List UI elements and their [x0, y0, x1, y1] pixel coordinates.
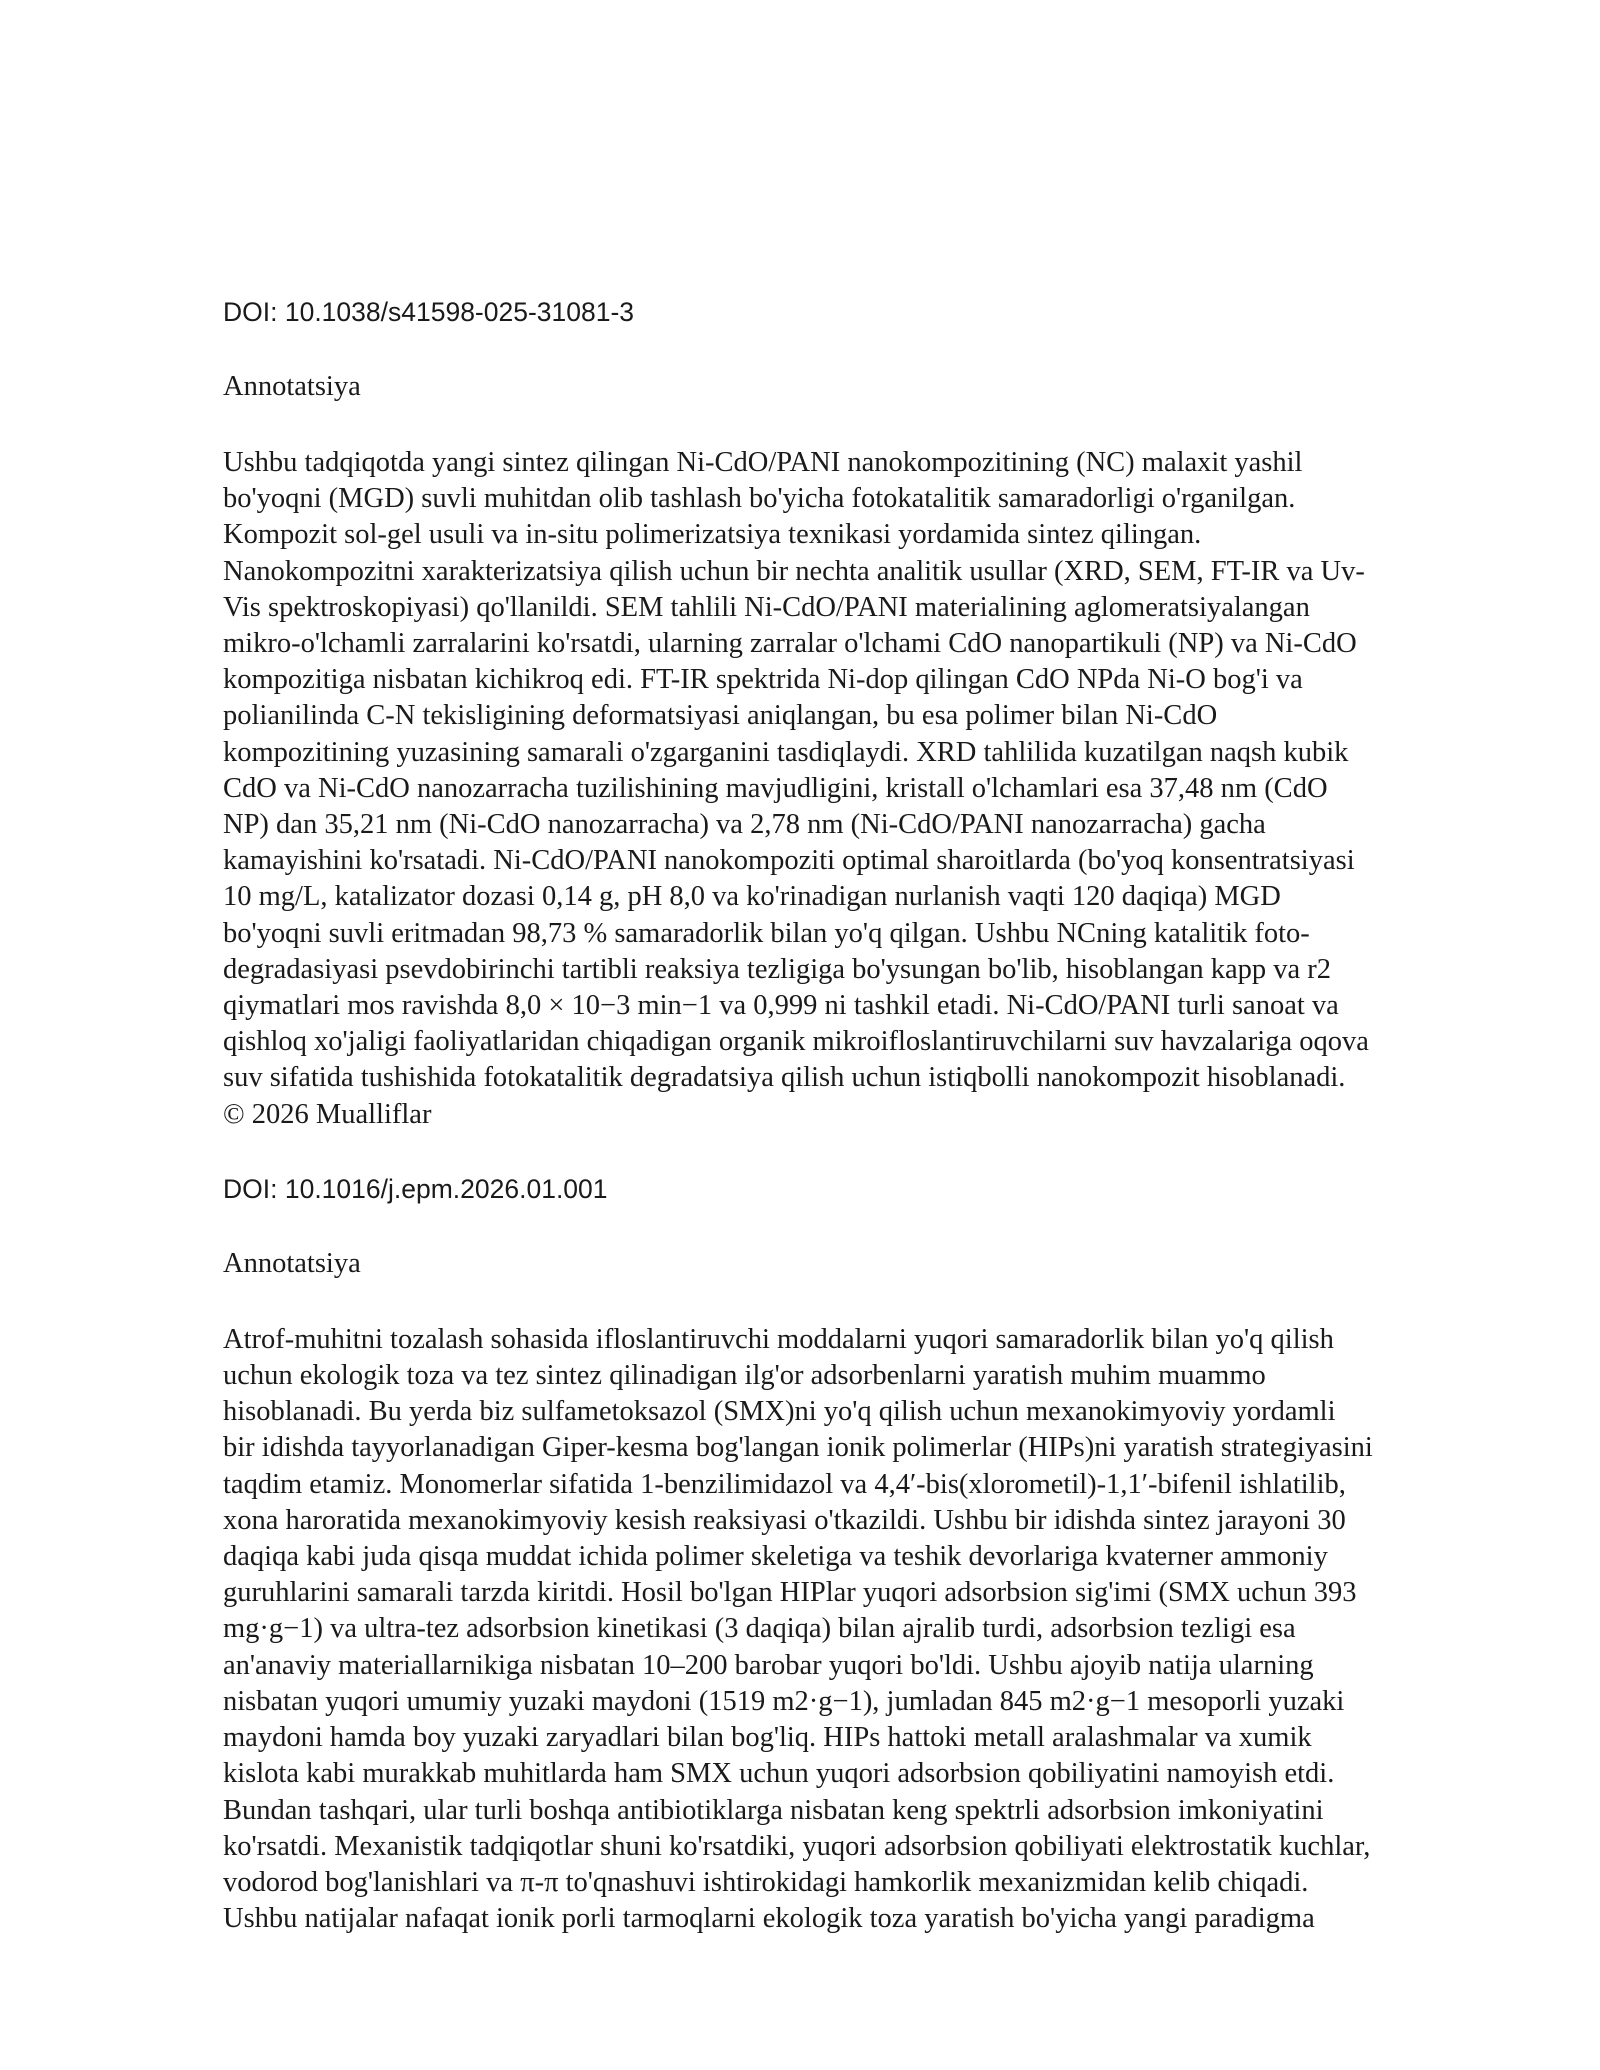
copyright-line: © 2026 Mualliflar	[223, 1098, 432, 1130]
abstract-line: Ushbu tadqiqotda yangi sintez qilingan Ni-CdO/PANI nanokompozitining (NC) malaxit yashil	[223, 447, 1303, 478]
abstract-line: Vis spektroskopiyasi) qo'llanildi. SEM tahlili Ni-CdO/PANI materialining aglomeratsiyalangan	[223, 591, 1310, 623]
abstract-line: Ushbu natijalar nafaqat ionik porli tarmoqlarni ekologik toza yaratish bo'yicha yangi paradigma	[223, 1903, 1315, 1935]
article-2	[223, 1171, 1523, 1937]
abstract-line: taqdim etamiz. Monomerlar sifatida 1-benzilimidazol va 4,4′-bis(xlorometil)-1,1′-bifenil ishlatilib,	[223, 1468, 1346, 1500]
abstract-line: xona haroratida mexanokimyoviy kesish reaksiyasi o'tkazildi. Ushbu bir idishda sintez jarayoni 30	[223, 1504, 1346, 1536]
abstract-line: kamayishini ko'rsatadi. Ni-CdO/PANI nanokompoziti optimal sharoitlarda (bo'yoq konsentratsiyasi	[223, 845, 1355, 877]
abstract-line: mikro-o'lchamli zarralarini ko'rsatdi, ularning zarralar o'lchami CdO nanopartikuli (NP) va Ni-CdO	[223, 628, 1357, 660]
abstract-line: suv sifatida tushishida fotokatalitik degradatsiya qilish uchun istiqbolli nanokompozit hisoblanadi.	[223, 1062, 1346, 1094]
abstract-line: qiymatlari mos ravishda 8,0 × 10−3 min−1 va 0,999 ni tashkil etadi. Ni-CdO/PANI turli sanoat va	[223, 990, 1339, 1022]
abstract-line: polianilinda C-N tekisligining deformatsiyasi aniqlangan, bu esa polimer bilan Ni-CdO	[223, 700, 1218, 732]
abstract-line: kompozitiga nisbatan kichikroq edi. FT-IR spektrida Ni-dop qilingan CdO NPda Ni-O bog'i va	[223, 664, 1303, 696]
abstract-heading: Annotatsiya	[223, 1247, 361, 1279]
abstract-line: bo'yoqni suvli eritmadan 98,73 % samaradorlik bilan yo'q qilgan. Ushbu NCning katalitik foto-	[223, 917, 1310, 949]
abstract-line: degradasiyasi psevdobirinchi tartibli reaksiya tezligiga bo'ysungan bo'lib, hisoblangan kapp va r2	[223, 953, 1332, 985]
abstract-line: vodorod bog'lanishlari va π-π to'qnashuvi ishtirokidagi hamkorlik mexanizmidan kelib chiqadi.	[223, 1866, 1309, 1898]
abstract-line: CdO va Ni-CdO nanozarracha tuzilishining mavjudligini, kristall o'lchamlari esa 37,48 nm (CdO	[223, 772, 1328, 804]
abstract-line: Bundan tashqari, ular turli boshqa antibiotiklarga nisbatan keng spektrli adsorbsion imkoniyatini	[223, 1794, 1324, 1826]
abstract-line: ko'rsatdi. Mexanistik tadqiqotlar shuni ko'rsatdiki, yuqori adsorbsion qobiliyati elektrostatik kuchlar,	[223, 1830, 1371, 1862]
abstract-line: Kompozit sol-gel usuli va in-situ polimerizatsiya texnikasi yordamida sintez qilingan.	[223, 519, 1202, 551]
abstract-line: mg·g−1) va ultra-tez adsorbsion kinetikasi (3 daqiqa) bilan ajralib turdi, adsorbsion tezligi esa	[223, 1613, 1296, 1645]
abstract-line: Nanokompozitni xarakterizatsiya qilish uchun bir nechta analitik usullar (XRD, SEM, FT-IR va Uv-	[223, 555, 1365, 587]
abstract-line: guruhlarini samarali tarzda kiritdi. Hosil bo'lgan HIPlar yuqori adsorbsion sig'imi (SMX uchun 393	[223, 1577, 1357, 1609]
document-page	[223, 294, 1523, 1937]
abstract-line: kompozitining yuzasining samarali o'zgarganini tasdiqlaydi. XRD tahlilida kuzatilgan naqsh kubik	[223, 736, 1349, 768]
abstract-line: NP) dan 35,21 nm (Ni-CdO nanozarracha) va 2,78 nm (Ni-CdO/PANI nanozarracha) gacha	[223, 809, 1266, 841]
article-1	[223, 294, 1523, 1133]
abstract-line: maydoni hamda boy yuzaki zaryadlari bilan bog'liq. HIPs hattoki metall aralashmalar va xumik	[223, 1722, 1312, 1754]
abstract-line: nisbatan yuqori umumiy yuzaki maydoni (1519 m2·g−1), jumladan 845 m2·g−1 mesoporli yuzaki	[223, 1685, 1345, 1717]
abstract-line: daqiqa kabi juda qisqa muddat ichida polimer skeletiga va teshik devorlariga kvaterner ammoniy	[223, 1541, 1328, 1573]
doi-line[interactable]: DOI: 10.1016/j.epm.2026.01.001	[223, 1173, 608, 1204]
abstract-line: kislota kabi murakkab muhitlarda ham SMX uchun yuqori adsorbsion qobiliyatini namoyish etdi.	[223, 1758, 1335, 1790]
abstract-line: an'anaviy materiallarnikiga nisbatan 10–200 barobar yuqori bo'ldi. Ushbu ajoyib natija ularning	[223, 1649, 1314, 1681]
abstract-line: qishloq xo'jaligi faoliyatlaridan chiqadigan organik mikroifloslantiruvchilarni suv havzalariga oqova	[223, 1026, 1369, 1058]
abstract-text	[223, 1322, 1523, 1937]
abstract-heading: Annotatsiya	[223, 371, 361, 402]
abstract-line: 10 mg/L, katalizator dozasi 0,14 g, pH 8,0 va ko'rinadigan nurlanish vaqti 120 daqiqa) MGD	[223, 881, 1281, 913]
abstract-line: bir idishda tayyorlanadigan Giper-kesma bog'langan ionik polimerlar (HIPs)ni yaratish strategiyasini	[223, 1432, 1373, 1464]
abstract-line: uchun ekologik toza va tez sintez qilinadigan ilg'or adsorbenlarni yaratish muhim muammo	[223, 1360, 1266, 1392]
abstract-text	[223, 445, 1523, 1133]
abstract-line: hisoblanadi. Bu yerda biz sulfametoksazol (SMX)ni yo'q qilish uchun mexanokimyoviy yordamli	[223, 1396, 1336, 1428]
doi-line[interactable]: DOI: 10.1038/s41598-025-31081-3	[223, 297, 635, 327]
abstract-line: Atrof-muhitni tozalash sohasida ifloslantiruvchi moddalarni yuqori samaradorlik bilan yo'q qilish	[223, 1323, 1334, 1355]
abstract-line: bo'yoqni (MGD) suvli muhitdan olib tashlash bo'yicha fotokatalitik samaradorligi o'rganilgan.	[223, 483, 1296, 515]
